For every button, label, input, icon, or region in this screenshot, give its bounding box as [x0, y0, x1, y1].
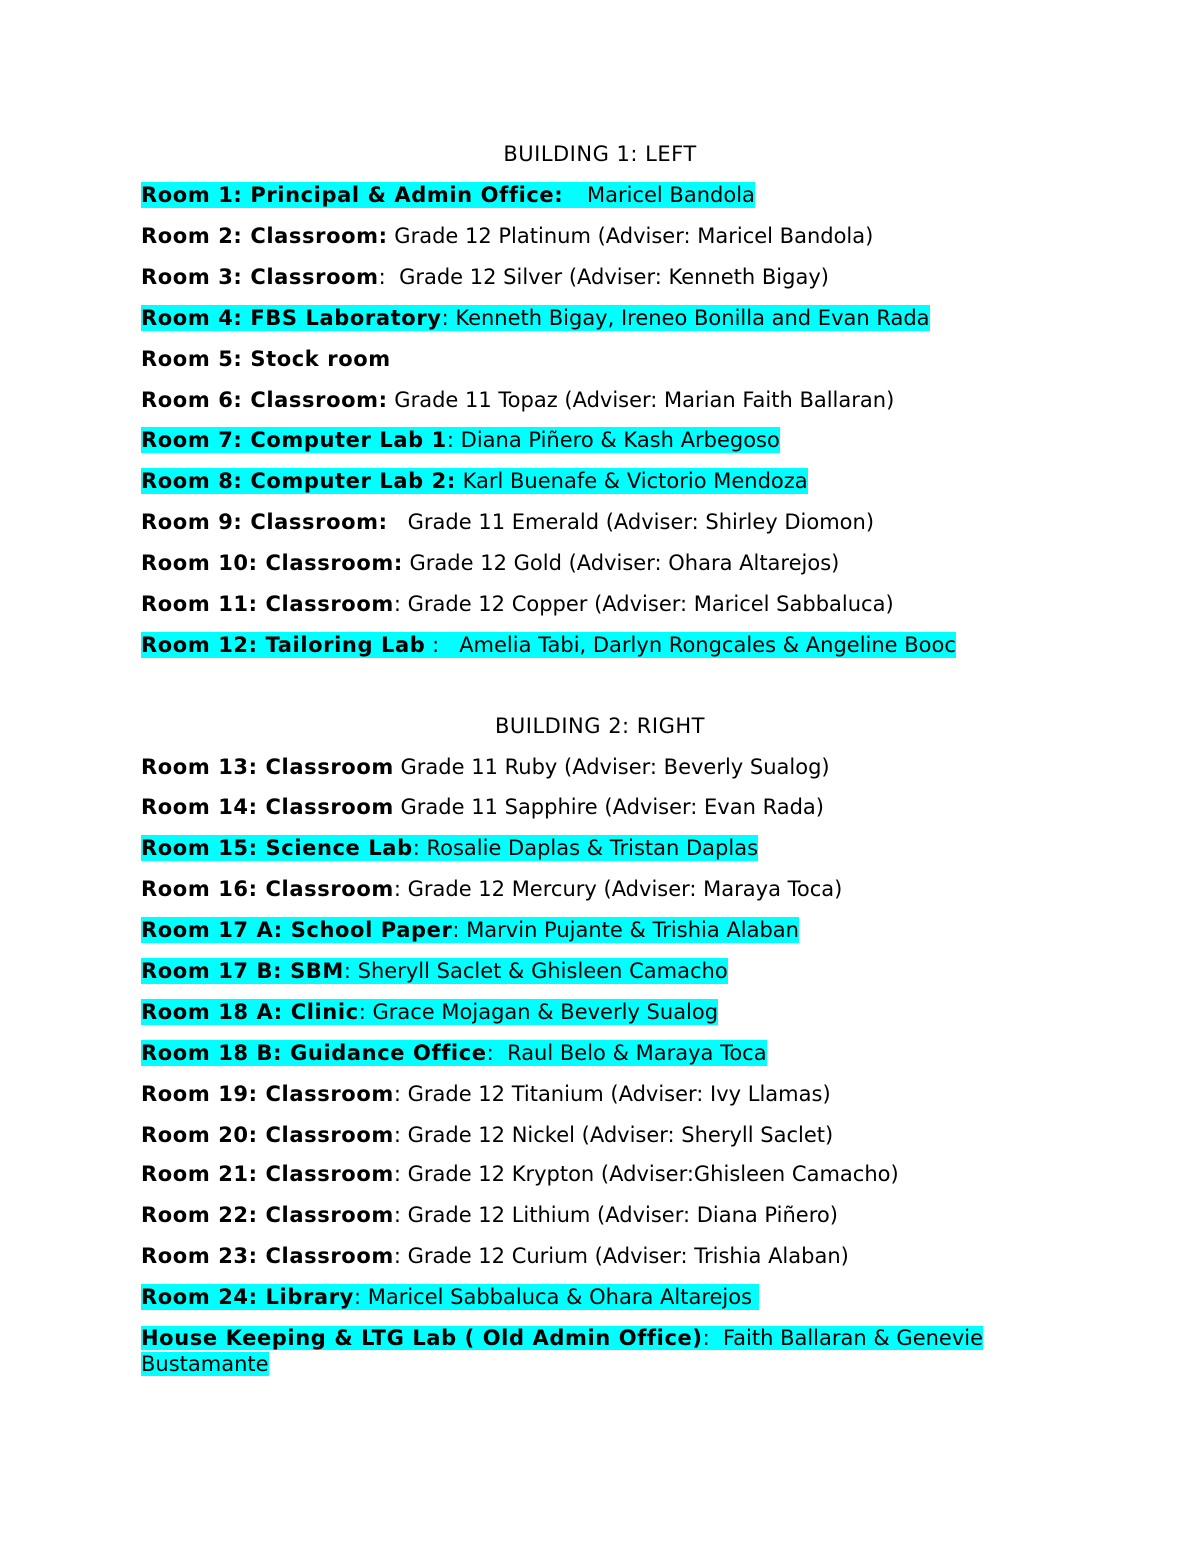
room-14-entry [141, 794, 824, 820]
label-separator: : [393, 592, 408, 616]
room-label: Room 4: FBS Laboratory [141, 306, 442, 330]
room-18a-entry [141, 999, 718, 1025]
label-separator [456, 469, 463, 493]
room-occupant: Faith Ballaran & Genevie Bustamante [141, 1326, 984, 1376]
label-separator: : [441, 306, 456, 330]
room-occupant: Grade 11 Topaz (Adviser: Marian Faith Ballaran) [394, 388, 895, 412]
room-occupant: Grace Mojagan & Beverly Sualog [372, 1000, 719, 1024]
room-label: Room 2: Classroom: [141, 224, 388, 248]
room-label: Room 11: Classroom [141, 592, 394, 616]
room-10-entry [141, 550, 839, 576]
room-label: Room 18 A: Clinic [141, 1000, 359, 1024]
room-occupant: Grade 12 Titanium (Adviser: Ivy Llamas) [407, 1082, 831, 1106]
room-label: House Keeping & LTG Lab ( Old Admin Office) [141, 1326, 703, 1350]
room-2-entry [141, 223, 873, 249]
room-occupant: Grade 12 Gold (Adviser: Ohara Altarejos) [409, 551, 840, 575]
room-8-entry [141, 468, 808, 494]
room-label: Room 17 B: SBM [141, 959, 344, 983]
room-label: Room 7: Computer Lab 1 [141, 428, 447, 452]
label-separator: : [393, 1082, 408, 1106]
room-20-entry [141, 1122, 833, 1148]
room-occupant: Grade 12 Nickel (Adviser: Sheryll Saclet) [407, 1123, 834, 1147]
room-12-entry [141, 632, 956, 658]
room-label: Room 1: Principal & Admin Office [141, 183, 555, 207]
room-label: Room 14: Classroom [141, 795, 394, 819]
label-separator: : [358, 1000, 373, 1024]
room-occupant: Sheryll Saclet & Ghisleen Camacho [357, 959, 728, 983]
room-occupant: Grade 12 Copper (Adviser: Maricel Sabbaluca) [407, 592, 894, 616]
room-22-entry [141, 1202, 838, 1228]
room-label: Room 6: Classroom: [141, 388, 388, 412]
label-separator: : [446, 428, 461, 452]
room-label: Room 23: Classroom [141, 1244, 394, 1268]
housekeeping-entry [141, 1325, 1001, 1377]
room-occupant: Grade 12 Mercury (Adviser: Maraya Toca) [407, 877, 843, 901]
room-occupant: Grade 11 Sapphire (Adviser: Evan Rada) [400, 795, 824, 819]
room-label: Room 18 B: Guidance Office [141, 1041, 487, 1065]
room-label: Room 17 A: School Paper [141, 918, 453, 942]
room-label: Room 5: Stock room [141, 347, 391, 371]
room-occupant: Rosalie Daplas & Tristan Daplas [426, 836, 759, 860]
label-separator: : [393, 1244, 408, 1268]
room-3-entry [141, 264, 829, 290]
room-9-entry [141, 509, 874, 535]
label-separator: : [452, 918, 467, 942]
room-18b-entry [141, 1040, 767, 1066]
room-19-entry [141, 1081, 831, 1107]
label-separator: : [486, 1041, 508, 1065]
room-23-entry [141, 1243, 849, 1269]
label-separator [394, 795, 401, 819]
room-7-entry [141, 427, 780, 453]
room-label: Room 9: Classroom: [141, 510, 388, 534]
room-occupant: Grade 11 Emerald (Adviser: Shirley Diomon) [407, 510, 875, 534]
room-label: Room 21: Classroom [141, 1162, 394, 1186]
room-occupant: Diana Piñero & Kash Arbegoso [460, 428, 780, 452]
room-label: Room 19: Classroom [141, 1082, 394, 1106]
room-label: Room 8: Computer Lab 2: [141, 469, 456, 493]
room-label: Room 12: Tailoring Lab [141, 633, 426, 657]
room-16-entry [141, 876, 842, 902]
room-occupant: Raul Belo & Maraya Toca [507, 1041, 767, 1065]
room-label: Room 24: Library [141, 1285, 354, 1309]
room-label: Room 16: Classroom [141, 877, 394, 901]
label-separator: : [393, 1123, 408, 1147]
label-separator [403, 551, 410, 575]
label-separator: : [393, 877, 408, 901]
label-separator: : [393, 1203, 408, 1227]
room-label: Room 10: Classroom: [141, 551, 403, 575]
label-separator: : [702, 1326, 723, 1350]
room-15-entry [141, 835, 758, 861]
label-separator [388, 510, 408, 534]
room-occupant: Amelia Tabi, Darlyn Rongcales & Angeline Booc [459, 633, 956, 657]
room-11-entry [141, 591, 894, 617]
label-separator: : [378, 265, 400, 289]
room-24-entry [141, 1284, 759, 1310]
room-label: Room 13: Classroom [141, 755, 394, 779]
room-occupant: Maricel Bandola [587, 183, 755, 207]
label-separator: : [393, 1162, 408, 1186]
label-separator: : [353, 1285, 368, 1309]
room-label: Room 15: Science Lab [141, 836, 413, 860]
label-separator: : [412, 836, 427, 860]
room-occupant: Marvin Pujante & Trishia Alaban [466, 918, 799, 942]
room-17b-entry [141, 958, 728, 984]
room-occupant: Karl Buenafe & Victorio Mendoza [462, 469, 808, 493]
room-5-entry [141, 346, 391, 372]
room-label: Room 20: Classroom [141, 1123, 394, 1147]
room-label: Room 22: Classroom [141, 1203, 394, 1227]
building-2-heading: BUILDING 2: RIGHT [495, 714, 705, 738]
room-occupant: Grade 11 Ruby (Adviser: Beverly Sualog) [400, 755, 830, 779]
label-separator: : [425, 633, 460, 657]
room-occupant: Grade 12 Platinum (Adviser: Maricel Bandola) [394, 224, 874, 248]
room-6-entry [141, 387, 894, 413]
room-occupant: Grade 12 Krypton (Adviser:Ghisleen Camacho) [407, 1162, 899, 1186]
room-4-entry [141, 305, 930, 331]
room-occupant: Grade 12 Curium (Adviser: Trishia Alaban) [407, 1244, 849, 1268]
room-occupant: Grade 12 Lithium (Adviser: Diana Piñero) [407, 1203, 838, 1227]
room-occupant: Maricel Sabbaluca & Ohara Altarejos [367, 1285, 759, 1309]
label-separator [394, 755, 401, 779]
room-label: Room 3: Classroom [141, 265, 379, 289]
room-occupant: Grade 12 Silver (Adviser: Kenneth Bigay) [399, 265, 829, 289]
room-17a-entry [141, 917, 799, 943]
room-occupant: Kenneth Bigay, Ireneo Bonilla and Evan Rada [455, 306, 930, 330]
room-13-entry [141, 754, 830, 780]
building-1-heading: BUILDING 1: LEFT [503, 142, 697, 166]
room-21-entry [141, 1161, 899, 1187]
label-separator: : [554, 183, 587, 207]
label-separator: : [343, 959, 358, 983]
room-1-entry [141, 182, 755, 208]
